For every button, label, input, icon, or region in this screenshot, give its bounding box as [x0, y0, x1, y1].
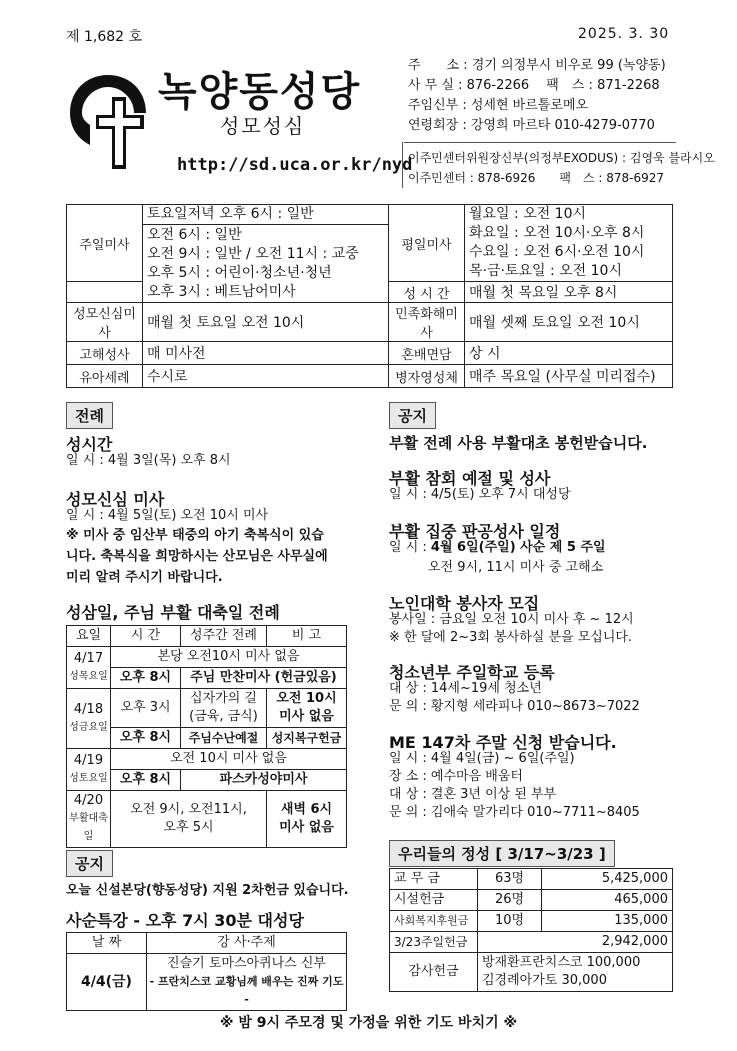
contact-pastor: 주임신부 : 성세현 바르톨로메오 [408, 98, 589, 113]
label-prefix: 일 시 : [389, 540, 431, 555]
me-weekend-line: 대 상 : 결혼 3년 이상 된 부부 [389, 787, 557, 802]
easter-liturgy-title: 성삼일, 주님 부활 대축일 전례 [66, 603, 280, 622]
day-date: 4/18 [73, 701, 104, 717]
issue-number: 제 1,682 호 [66, 29, 143, 45]
liturgy-cell: 주님 만찬미사 (헌금있음) [181, 668, 347, 689]
liturgy-cell [181, 689, 267, 728]
col-header: 비 고 [267, 626, 347, 647]
liturgy-cell: 파스카성야미사 [181, 770, 347, 791]
note-line: 오전 10시 [276, 691, 337, 706]
issue-date: 2025. 3. 30 [578, 26, 670, 42]
day-name: 성토요일 [69, 772, 108, 784]
col-header: 날 짜 [67, 933, 147, 954]
sunday-mass-line: 오후 3시 : 베트남어미사 [147, 283, 296, 300]
day-cell [67, 647, 111, 689]
youth-school-line: 문 의 : 황지형 세라피나 010~8673~7022 [389, 699, 640, 714]
liturgy-line: (금육, 금식) [189, 709, 258, 724]
time-cell: 오후 3시 [111, 689, 181, 728]
mass-schedule-table [66, 204, 673, 388]
note-line: 미사 없음 [279, 820, 334, 835]
marriage-counsel-label: 혼배면담 [389, 342, 465, 365]
easter-schedule-table [66, 625, 347, 848]
weekday-mass-line: 화요일 : 오전 10시·오후 8시 [469, 225, 645, 241]
senior-volunteer-title: 노인대학 봉사자 모집 [389, 594, 540, 613]
time-cell [111, 791, 267, 848]
time-cell: 오후 8시 [111, 728, 181, 749]
marriage-counsel-value: 상 시 [465, 342, 673, 365]
notice-section-label-right: 공지 [389, 402, 436, 429]
lecture-topic: - 프란치스코 교황님께 배우는 진짜 기도 - [149, 975, 344, 1006]
time-cell: 오후 8시 [111, 668, 181, 689]
lecture-date: 4/4(금) [67, 954, 147, 1011]
contact-funeral: 연령회장 : 강영희 마르타 010-4279-0770 [408, 118, 655, 133]
parish-url[interactable]: http://sd.uca.or.kr/nyd [177, 155, 413, 175]
day-date: 4/20 [73, 793, 104, 808]
offering-name: 사회복지후원금 [390, 911, 478, 932]
offering-amount: 465,000 [542, 890, 673, 911]
confession-label: 고해성사 [67, 342, 143, 365]
time-line: 오전 9시, 오전11시, [130, 802, 247, 817]
me-weekend-title: ME 147차 주말 신청 받습니다. [389, 733, 617, 752]
migrant-center-chair: 이주민센터위원장신부(의정부EXODUS) : 김영욱 블라시오 [408, 151, 715, 165]
lecture-table [66, 932, 347, 1011]
confession-value: 매 미사전 [143, 342, 389, 365]
col-header: 시 간 [111, 626, 181, 647]
contact-info [408, 56, 666, 136]
palm-candle-notice: 부활 전례 사용 부활대초 봉헌받습니다. [389, 434, 648, 452]
note-line: 미사 없음 [279, 709, 334, 724]
table-cell: 본당 오전10시 미사 없음 [111, 647, 347, 668]
penance-date: 일 시 : 4/5(토) 오후 7시 대성당 [389, 487, 571, 502]
sunday-mass-line: 토요일저녁 오후 6시 : 일반 [147, 206, 314, 222]
footer-prayer-note: ※ 밤 9시 주모경 및 가정을 위한 기도 바치기 ※ [219, 1015, 518, 1031]
liturgy-section-label: 전례 [66, 402, 113, 429]
offering-count: 63명 [478, 869, 542, 890]
senior-volunteer-line: ※ 한 달에 2~3회 봉사하실 분을 모십니다. [389, 630, 633, 645]
me-weekend-line: 일 시 : 4월 4일(금) ~ 6일(주일) [389, 751, 575, 766]
note-cell [267, 791, 347, 848]
confession-date: 4월 6일(주일) 사순 제 5 주일 [430, 540, 606, 555]
nation-mass-label: 민족화해미사 [389, 303, 465, 342]
divider [404, 142, 676, 143]
parish-logo [68, 73, 148, 173]
heart-mass-label: 성모신심미사 [67, 303, 143, 342]
migrant-center-info [408, 148, 715, 188]
contact-address: 주 소 : 경기 의정부시 비우로 99 (녹양동) [408, 58, 666, 73]
heart-mass-date: 일 시 : 4월 5일(토) 오전 10시 미사 [66, 508, 269, 523]
lenten-lecture-title: 사순특강 - 오후 7시 30분 대성당 [66, 911, 304, 930]
col-header: 성주간 전례 [181, 626, 267, 647]
divider [402, 142, 403, 188]
sunday-mass-line: 오후 5시 : 어린이·청소년·청년 [147, 264, 332, 281]
note-cell: 성지복구헌금 [267, 728, 347, 749]
offering-name: 감사헌금 [390, 953, 478, 992]
offering-amount: 2,942,000 [478, 932, 673, 953]
sunday-mass-label: 주일미사 [67, 205, 143, 282]
offering-name: 3/23주일헌금 [390, 932, 478, 953]
weekday-mass-line: 월요일 : 오전 10시 [469, 206, 587, 222]
heart-mass-title: 성모신심 미사 [66, 490, 165, 509]
thanks-offering-line: 방재환프란치스코 100,000 [482, 955, 641, 970]
sunday-mass-line: 오전 6시 : 일반 [147, 226, 242, 243]
day-cell [67, 749, 111, 791]
heart-mass-value: 매월 첫 토요일 오전 10시 [143, 303, 389, 342]
youth-school-title: 청소년부 주일학교 등록 [389, 663, 555, 682]
migrant-center-phone: 이주민센터 : 878-6926 팩 스 : 878-6927 [408, 171, 665, 185]
day-cell [67, 689, 111, 749]
weekday-mass-line: 수요일 : 오전 6시·오전 10시 [469, 244, 645, 260]
notice-section-label-left: 공지 [66, 850, 113, 877]
day-cell [67, 791, 111, 848]
day-date: 4/19 [73, 752, 104, 768]
offering-count: 26명 [478, 890, 542, 911]
holy-hour-label: 성 시 간 [389, 282, 465, 303]
offering-name: 교 무 금 [390, 869, 478, 890]
note-line: 새벽 6시 [280, 802, 333, 817]
youth-school-line: 대 상 : 14세~19세 청소년 [389, 681, 542, 696]
confession-schedule-line: 오전 9시, 11시 미사 중 고해소 [428, 560, 604, 575]
note-cell [267, 689, 347, 728]
thanks-offering-line: 김경례아가토 30,000 [482, 973, 607, 988]
holy-hour-title: 성시간 [66, 435, 113, 454]
confession-schedule-title: 부활 집중 판공성사 일정 [389, 522, 561, 541]
parish-title: 녹양동성당 [158, 69, 362, 115]
holy-hour-date: 일 시 : 4월 3일(목) 오후 8시 [66, 453, 231, 468]
me-weekend-line: 문 의 : 김애숙 말가리다 010~7711~8405 [389, 805, 640, 820]
thanks-offering-detail [478, 953, 673, 992]
day-name: 성목요일 [69, 670, 108, 682]
offering-table [389, 868, 673, 992]
table-cell: 오전 10시 미사 없음 [111, 749, 347, 770]
baptism-value: 수시로 [143, 365, 389, 388]
col-header: 요일 [67, 626, 111, 647]
penance-title: 부활 참회 예절 및 성사 [389, 469, 551, 488]
offering-amount: 5,425,000 [542, 869, 673, 890]
time-cell: 오후 8시 [111, 770, 181, 791]
lecture-speaker: 진슬기 토마스아퀴나스 신부 [167, 956, 326, 971]
lecture-detail [147, 954, 347, 1011]
heart-note-line: 니다. 축복식을 희망하시는 산모님은 사무실에 [66, 549, 328, 564]
heart-note-line: ※ 미사 중 임산부 태중의 아기 축복식이 있습 [66, 528, 324, 543]
weekday-mass-label: 평일미사 [389, 205, 465, 282]
col-header: 강 사·주제 [147, 933, 347, 954]
special-collection-notice: 오늘 신설본당(향동성당) 지원 2차헌금 있습니다. [66, 883, 349, 898]
baptism-label: 유아세례 [67, 365, 143, 388]
me-weekend-line: 장 소 : 예수마음 배움터 [389, 769, 523, 784]
contact-office: 사 무 실 : 876-2266 팩 스 : 871-2268 [408, 78, 660, 93]
holy-hour-value: 매월 첫 목요일 오후 8시 [465, 282, 673, 303]
offering-count: 10명 [478, 911, 542, 932]
liturgy-line: 십자가의 길 [190, 691, 257, 706]
day-name: 부활대축일 [69, 813, 108, 842]
confession-schedule-line [389, 539, 606, 557]
day-date: 4/17 [73, 650, 104, 666]
sick-communion-label: 병자영성체 [389, 365, 465, 388]
day-name: 성금요일 [69, 721, 108, 733]
weekday-mass-line: 목·금·토요일 : 오전 10시 [469, 263, 622, 279]
time-line: 오후 5시 [163, 820, 214, 835]
sick-communion-value: 매주 목요일 (사무실 미리접수) [465, 365, 673, 388]
sunday-mass-line: 오전 9시 : 일반 / 오전 11시 : 교중 [147, 245, 359, 262]
liturgy-cell: 주님수난예절 [181, 728, 267, 749]
offering-section-label: 우리들의 정성 [ 3/17~3/23 ] [389, 840, 615, 867]
heart-mass-note [66, 525, 356, 588]
offering-name: 시설헌금 [390, 890, 478, 911]
nation-mass-value: 매월 셋째 토요일 오전 10시 [465, 303, 673, 342]
offering-amount: 135,000 [542, 911, 673, 932]
senior-volunteer-line: 봉사일 : 금요일 오전 10시 미사 후 ~ 12시 [389, 612, 634, 627]
heart-note-line: 미리 알려 주시기 바랍니다. [66, 570, 223, 585]
parish-subtitle: 성모성심 [220, 114, 306, 138]
